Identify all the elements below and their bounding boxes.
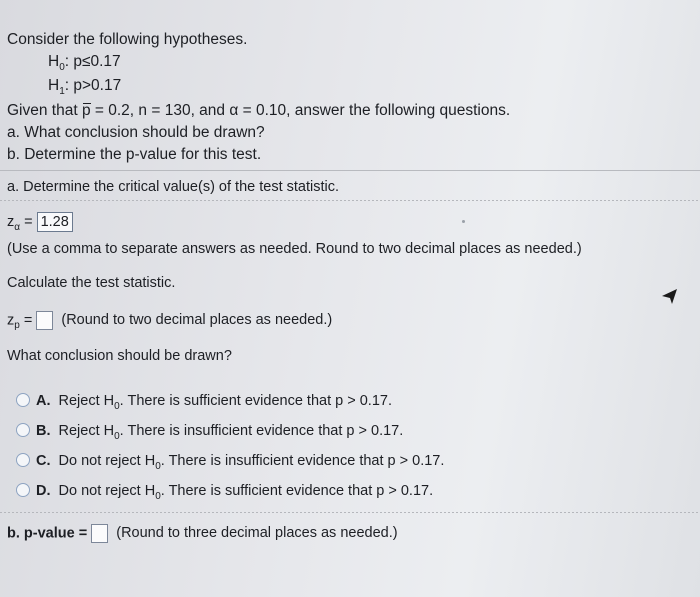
- p-value-row: [7, 524, 398, 543]
- mouse-cursor-icon: [661, 287, 679, 305]
- given-line: [7, 102, 510, 120]
- zp-equals: =: [23, 312, 33, 329]
- h0-sub: 0: [59, 62, 65, 73]
- section-b-divider: [0, 512, 700, 513]
- z-alpha-note: (Use a comma to separate answers as needed. Round to two decimal places as needed.): [7, 241, 582, 257]
- option-b-letter: B.: [36, 423, 51, 439]
- section-divider: [0, 200, 700, 201]
- z-alpha-row: [7, 212, 73, 232]
- stray-mark: [462, 220, 465, 223]
- header-divider: [0, 170, 700, 171]
- p-value-note: (Round to three decimal places as needed.): [116, 525, 398, 542]
- h0-rest: : p≤0.17: [64, 53, 121, 70]
- zp-note: (Round to two decimal places as needed.): [61, 312, 333, 329]
- z-alpha-label: z: [7, 213, 15, 230]
- zp-sub: p: [14, 320, 20, 332]
- h1-letter: H: [48, 77, 60, 94]
- option-d[interactable]: [16, 483, 434, 502]
- z-alpha-equals: =: [24, 213, 33, 230]
- option-c-post: . There is insufficient evidence that p > 0.17.: [160, 453, 445, 469]
- option-c[interactable]: [16, 453, 445, 472]
- critical-value-prompt: a. Determine the critical value(s) of the test statistic.: [7, 179, 340, 195]
- option-d-radio[interactable]: [16, 483, 30, 497]
- conclusion-prompt: What conclusion should be drawn?: [7, 348, 232, 364]
- option-b-post: . There is insufficient evidence that p > 0.17.: [119, 423, 404, 439]
- option-a-letter: A.: [36, 393, 51, 409]
- h1-rest: : p>0.17: [64, 77, 122, 94]
- option-b-sub: 0: [114, 431, 120, 442]
- alternative-hypothesis: [48, 77, 121, 95]
- p-value-input[interactable]: [91, 524, 108, 543]
- h0-letter: H: [48, 53, 60, 70]
- option-a-radio[interactable]: [16, 393, 30, 407]
- option-d-sub: 0: [155, 491, 161, 502]
- given-prefix: Given that: [7, 102, 82, 119]
- calc-prompt: Calculate the test statistic.: [7, 275, 176, 291]
- option-c-letter: C.: [36, 453, 51, 469]
- null-hypothesis: [48, 53, 121, 71]
- option-c-radio[interactable]: [16, 453, 30, 467]
- p-hat-symbol: p: [81, 102, 91, 119]
- option-d-post: . There is sufficient evidence that p > 0.17.: [160, 483, 434, 499]
- intro-text: Consider the following hypotheses.: [7, 31, 248, 48]
- option-b-pre: Reject H: [58, 423, 115, 439]
- test-statistic-input[interactable]: [36, 311, 53, 330]
- part-b-question: b. Determine the p-value for this test.: [7, 146, 262, 163]
- zp-row: [7, 311, 332, 330]
- option-b-radio[interactable]: [16, 423, 30, 437]
- p-value-label: b. p-value =: [7, 525, 88, 542]
- zp-label: z: [7, 312, 15, 329]
- option-a-pre: Reject H: [58, 393, 115, 409]
- option-d-pre: Do not reject H: [58, 483, 156, 499]
- option-a-post: . There is sufficient evidence that p > 0.17.: [119, 393, 392, 409]
- option-d-letter: D.: [36, 483, 51, 499]
- h1-sub: 1: [59, 86, 65, 97]
- z-alpha-answer-field[interactable]: 1.28: [37, 212, 73, 232]
- option-a[interactable]: [16, 393, 392, 412]
- part-a-question: a. What conclusion should be drawn?: [7, 124, 265, 141]
- option-c-pre: Do not reject H: [58, 453, 156, 469]
- option-b[interactable]: [16, 423, 404, 442]
- option-a-sub: 0: [114, 401, 120, 412]
- option-c-sub: 0: [155, 461, 161, 472]
- given-suffix: = 0.2, n = 130, and α = 0.10, answer the following questions.: [90, 102, 511, 119]
- z-alpha-sub: α: [14, 221, 21, 233]
